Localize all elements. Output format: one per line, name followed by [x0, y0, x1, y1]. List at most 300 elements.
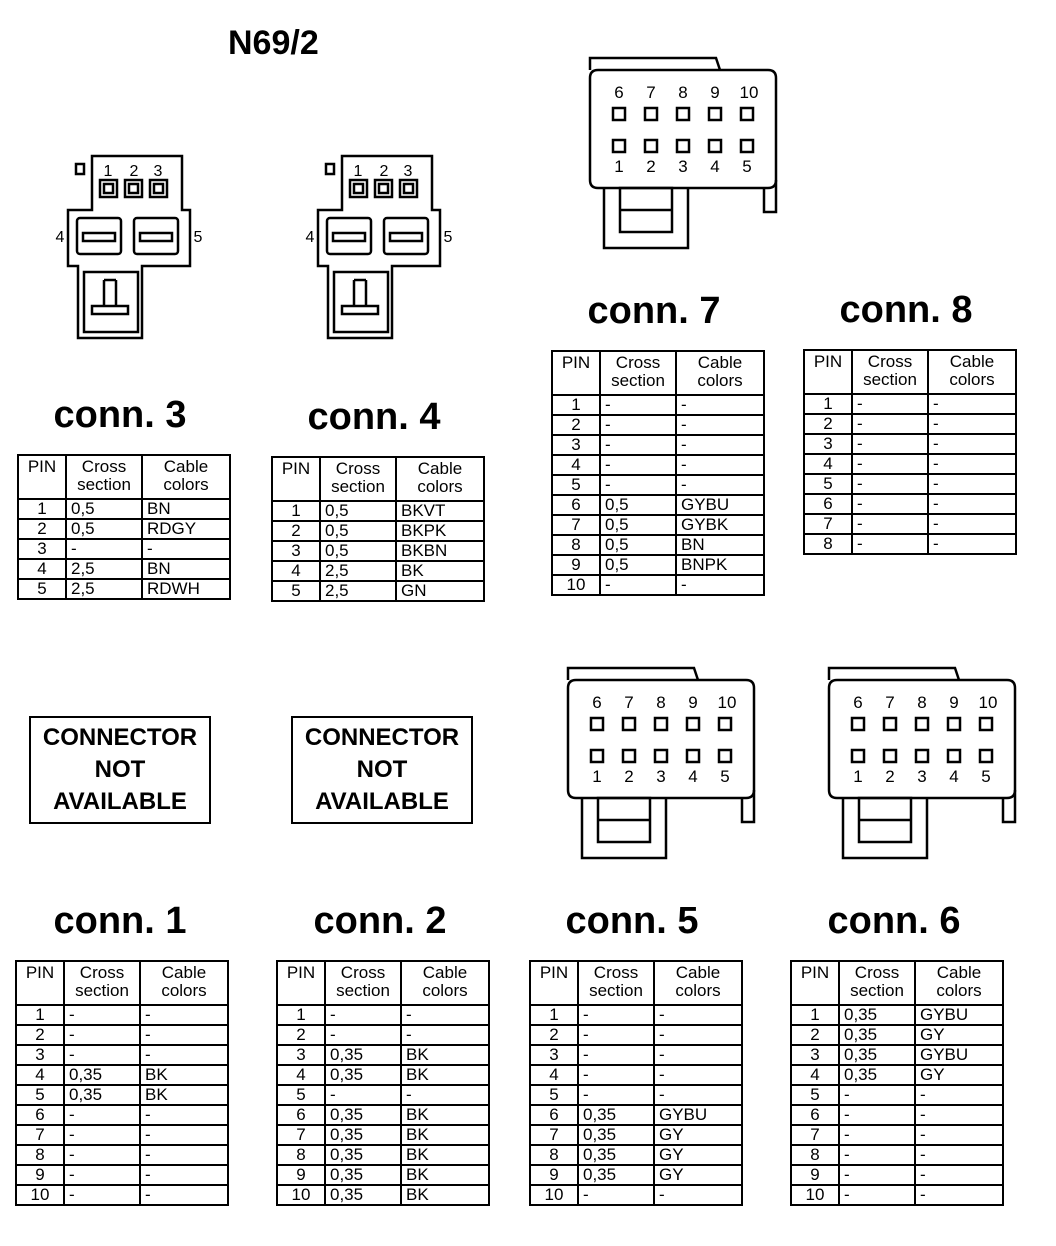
cable-color: -	[915, 1125, 1003, 1145]
cable-color: BK	[401, 1045, 489, 1065]
table-row	[272, 521, 484, 541]
table-row	[16, 1125, 228, 1145]
pin-label-3: 3	[656, 767, 666, 786]
table-row	[791, 1025, 1003, 1045]
cross-section: 0,35	[325, 1065, 401, 1085]
table-row	[530, 1185, 742, 1205]
conn3-table	[17, 454, 231, 600]
cross-section: -	[600, 435, 676, 455]
cable-colors-header: Cable colors	[401, 961, 489, 1005]
table-row	[18, 519, 230, 539]
cable-color: -	[928, 474, 1016, 494]
pin-header: PIN	[791, 961, 839, 1005]
cable-color: -	[140, 1005, 228, 1025]
cable-color: GN	[396, 581, 484, 601]
cross-section: -	[578, 1045, 654, 1065]
cable-color: -	[676, 415, 764, 435]
cable-color: -	[676, 575, 764, 595]
table-row	[804, 454, 1016, 474]
conn6-title: conn. 6	[827, 900, 961, 942]
cross-section: 0,5	[600, 495, 676, 515]
table-row	[791, 1005, 1003, 1025]
cross-section: -	[325, 1085, 401, 1105]
cross-section: 0,35	[64, 1085, 140, 1105]
pin-number: 1	[552, 395, 600, 415]
cross-section: -	[64, 1165, 140, 1185]
table-header-row	[804, 350, 1016, 394]
pin-label-4: 4	[710, 157, 720, 176]
pin-number: 1	[16, 1005, 64, 1025]
pin-label-5: 5	[981, 767, 991, 786]
table-row	[804, 494, 1016, 514]
cable-color: -	[915, 1105, 1003, 1125]
cable-color: GY	[915, 1025, 1003, 1045]
table-row	[16, 1045, 228, 1065]
table-row	[277, 1105, 489, 1125]
pin-number: 3	[272, 541, 320, 561]
table-row	[16, 1085, 228, 1105]
pin-number: 5	[18, 579, 66, 599]
pin-number: 2	[791, 1025, 839, 1045]
table-row	[16, 1005, 228, 1025]
cable-color: BK	[401, 1145, 489, 1165]
conn2-table	[276, 960, 490, 1206]
cross-section: -	[600, 415, 676, 435]
pin-number: 6	[804, 494, 852, 514]
pin-number: 4	[277, 1065, 325, 1085]
cable-color: BKPK	[396, 521, 484, 541]
cross-section: 0,35	[578, 1165, 654, 1185]
pin-label-10: 10	[717, 693, 737, 712]
table-row	[552, 435, 764, 455]
table-row	[16, 1025, 228, 1045]
pin-header: PIN	[552, 351, 600, 395]
cable-color: GY	[654, 1125, 742, 1145]
pin-number: 2	[16, 1025, 64, 1045]
connector-6-drawing	[821, 662, 1021, 864]
cross-section: -	[600, 475, 676, 495]
cross-section: -	[839, 1085, 915, 1105]
pin-label-4: 4	[949, 767, 959, 786]
table-row	[530, 1145, 742, 1165]
cable-color: -	[140, 1165, 228, 1185]
cable-color: -	[676, 475, 764, 495]
cross-section: -	[839, 1165, 915, 1185]
pin-number: 8	[277, 1145, 325, 1165]
cross-section: 0,35	[325, 1125, 401, 1145]
cross-section: 0,35	[325, 1185, 401, 1205]
pin-number: 3	[18, 539, 66, 559]
pin-number: 7	[16, 1125, 64, 1145]
cross-section: -	[852, 514, 928, 534]
cable-color: -	[928, 494, 1016, 514]
cross-section: 0,35	[578, 1125, 654, 1145]
cable-color: GY	[654, 1145, 742, 1165]
cross-section: 2,5	[66, 579, 142, 599]
cross-section: 0,35	[839, 1045, 915, 1065]
cross-section: -	[839, 1145, 915, 1165]
pin-label-9: 9	[688, 693, 698, 712]
cross-section: -	[64, 1105, 140, 1125]
pin-label-4: 4	[305, 229, 315, 246]
table-row	[552, 455, 764, 475]
cable-color: GY	[915, 1065, 1003, 1085]
table-row	[804, 534, 1016, 554]
cable-color: -	[654, 1025, 742, 1045]
pin-number: 5	[552, 475, 600, 495]
cable-color: GY	[654, 1165, 742, 1185]
table-row	[272, 541, 484, 561]
cross-section: 0,35	[325, 1145, 401, 1165]
na-line-3: AVAILABLE	[53, 788, 187, 815]
cross-section: -	[64, 1145, 140, 1165]
pin-number: 5	[277, 1085, 325, 1105]
pin-number: 3	[804, 434, 852, 454]
pin-label-8: 8	[678, 83, 688, 102]
pin-label-2: 2	[885, 767, 895, 786]
table-header-row	[791, 961, 1003, 1005]
cable-color: -	[654, 1005, 742, 1025]
cross-section: -	[325, 1005, 401, 1025]
table-row	[530, 1005, 742, 1025]
cable-colors-header: Cable colors	[928, 350, 1016, 394]
cable-color: -	[915, 1145, 1003, 1165]
cross-section: 2,5	[66, 559, 142, 579]
pin-header: PIN	[272, 457, 320, 501]
conn7-table	[551, 350, 765, 596]
cable-color: BK	[140, 1085, 228, 1105]
connector-5-drawing	[560, 662, 760, 864]
pin-label-3: 3	[403, 163, 413, 180]
table-row	[552, 475, 764, 495]
cable-color: RDGY	[142, 519, 230, 539]
table-row	[277, 1005, 489, 1025]
cross-section: 0,5	[320, 521, 396, 541]
conn4-title: conn. 4	[307, 396, 441, 438]
pin-number: 2	[552, 415, 600, 435]
table-row	[277, 1065, 489, 1085]
table-header-row	[16, 961, 228, 1005]
cross-section: -	[839, 1105, 915, 1125]
cross-section: -	[839, 1185, 915, 1205]
cross-section-header: Cross section	[852, 350, 928, 394]
pin-label-6: 6	[592, 693, 602, 712]
pin-label-5: 5	[443, 229, 453, 246]
cable-color: GYBU	[676, 495, 764, 515]
pin-number: 8	[530, 1145, 578, 1165]
cross-section: 0,35	[578, 1105, 654, 1125]
table-row	[272, 561, 484, 581]
pin-number: 8	[791, 1145, 839, 1165]
pin-number: 3	[16, 1045, 64, 1065]
table-row	[804, 514, 1016, 534]
table-row	[791, 1045, 1003, 1065]
cross-section: 0,35	[578, 1145, 654, 1165]
cross-section: -	[852, 474, 928, 494]
cross-section: 0,5	[600, 535, 676, 555]
cross-section: -	[64, 1125, 140, 1145]
pin-number: 6	[530, 1105, 578, 1125]
table-row	[552, 515, 764, 535]
pin-label-2: 2	[624, 767, 634, 786]
pin-label-7: 7	[885, 693, 895, 712]
table-row	[552, 575, 764, 595]
table-row	[804, 414, 1016, 434]
pin-number: 2	[272, 521, 320, 541]
conn5-table	[529, 960, 743, 1206]
cable-color: -	[915, 1085, 1003, 1105]
pin-number: 6	[16, 1105, 64, 1125]
pin-header: PIN	[277, 961, 325, 1005]
cable-color: BKVT	[396, 501, 484, 521]
cable-color: -	[676, 395, 764, 415]
cross-section: 0,35	[839, 1005, 915, 1025]
pin-label-2: 2	[646, 157, 656, 176]
cable-color: -	[654, 1045, 742, 1065]
table-row	[530, 1105, 742, 1125]
table-row	[791, 1085, 1003, 1105]
pin-label-10: 10	[978, 693, 998, 712]
cable-colors-header: Cable colors	[142, 455, 230, 499]
cable-colors-header: Cable colors	[654, 961, 742, 1005]
pin-number: 8	[804, 534, 852, 554]
cross-section-header: Cross section	[66, 455, 142, 499]
pin-number: 1	[791, 1005, 839, 1025]
conn8-title: conn. 8	[839, 289, 973, 331]
table-row	[791, 1185, 1003, 1205]
pin-number: 2	[277, 1025, 325, 1045]
pin-label-1: 1	[103, 163, 113, 180]
table-row	[277, 1045, 489, 1065]
pin-label-4: 4	[55, 229, 65, 246]
pin-number: 8	[16, 1145, 64, 1165]
pin-number: 2	[804, 414, 852, 434]
conn2-title: conn. 2	[313, 900, 447, 942]
pin-label-1: 1	[353, 163, 363, 180]
pin-label-9: 9	[710, 83, 720, 102]
pin-number: 10	[16, 1185, 64, 1205]
cable-color: BK	[401, 1065, 489, 1085]
pin-label-2: 2	[379, 163, 389, 180]
page-title: N69/2	[228, 24, 319, 62]
pin-label-2: 2	[129, 163, 139, 180]
table-row	[277, 1185, 489, 1205]
pin-number: 1	[18, 499, 66, 519]
table-row	[552, 495, 764, 515]
pin-number: 1	[272, 501, 320, 521]
na-line-2: NOT	[94, 756, 146, 783]
table-row	[16, 1165, 228, 1185]
cable-color: GYBU	[654, 1105, 742, 1125]
pin-number: 9	[16, 1165, 64, 1185]
table-row	[791, 1125, 1003, 1145]
pin-number: 2	[18, 519, 66, 539]
cable-color: BK	[396, 561, 484, 581]
cross-section: 0,5	[600, 515, 676, 535]
cross-section: -	[600, 455, 676, 475]
table-row	[277, 1085, 489, 1105]
cable-color: -	[401, 1005, 489, 1025]
pin-label-5: 5	[742, 157, 752, 176]
cross-section: -	[852, 534, 928, 554]
cable-color: BKBN	[396, 541, 484, 561]
table-row	[791, 1145, 1003, 1165]
pin-header: PIN	[16, 961, 64, 1005]
cable-color: -	[915, 1165, 1003, 1185]
pin-number: 4	[18, 559, 66, 579]
table-row	[16, 1065, 228, 1085]
pin-number: 9	[277, 1165, 325, 1185]
table-row	[18, 499, 230, 519]
cross-section: -	[64, 1045, 140, 1065]
table-row	[530, 1025, 742, 1045]
pin-number: 4	[804, 454, 852, 474]
cable-color: -	[676, 435, 764, 455]
table-row	[272, 581, 484, 601]
cable-color: -	[928, 534, 1016, 554]
table-row	[277, 1125, 489, 1145]
cross-section-header: Cross section	[325, 961, 401, 1005]
cross-section: -	[600, 575, 676, 595]
cross-section: -	[852, 394, 928, 414]
connector-not-available-1	[29, 716, 211, 824]
cable-color: -	[654, 1085, 742, 1105]
pin-label-3: 3	[153, 163, 163, 180]
na-line-2: NOT	[356, 756, 408, 783]
na-line-1: CONNECTOR	[304, 724, 460, 751]
conn1-table	[15, 960, 229, 1206]
connector-not-available-2	[291, 716, 473, 824]
pin-label-8: 8	[656, 693, 666, 712]
pin-number: 3	[530, 1045, 578, 1065]
cross-section: 0,35	[64, 1065, 140, 1085]
cable-color: BK	[401, 1105, 489, 1125]
cable-color: BNPK	[676, 555, 764, 575]
cross-section: 0,5	[320, 541, 396, 561]
cable-color: -	[140, 1025, 228, 1045]
na-line-3: AVAILABLE	[315, 788, 449, 815]
cross-section-header: Cross section	[64, 961, 140, 1005]
pin-number: 3	[791, 1045, 839, 1065]
table-row	[791, 1065, 1003, 1085]
cross-section: -	[852, 494, 928, 514]
table-header-row	[18, 455, 230, 499]
table-row	[530, 1165, 742, 1185]
cable-color: BK	[401, 1185, 489, 1205]
pin-number: 1	[277, 1005, 325, 1025]
cable-color: -	[140, 1105, 228, 1125]
pin-number: 6	[791, 1105, 839, 1125]
conn4-table	[271, 456, 485, 602]
pin-number: 3	[552, 435, 600, 455]
table-row	[552, 535, 764, 555]
pin-number: 5	[530, 1085, 578, 1105]
cross-section: 0,5	[66, 519, 142, 539]
cross-section: -	[578, 1005, 654, 1025]
cross-section: 2,5	[320, 561, 396, 581]
connector-4-drawing	[300, 148, 470, 348]
pin-number: 4	[530, 1065, 578, 1085]
table-row	[530, 1125, 742, 1145]
table-row	[18, 579, 230, 599]
cross-section: -	[852, 414, 928, 434]
conn5-title: conn. 5	[565, 900, 699, 942]
pin-label-6: 6	[614, 83, 624, 102]
cable-colors-header: Cable colors	[676, 351, 764, 395]
pin-label-9: 9	[949, 693, 959, 712]
cross-section-header: Cross section	[600, 351, 676, 395]
table-header-row	[552, 351, 764, 395]
cable-color: -	[401, 1085, 489, 1105]
cable-color: -	[928, 434, 1016, 454]
table-header-row	[530, 961, 742, 1005]
pin-number: 1	[530, 1005, 578, 1025]
cable-color: GYBU	[915, 1005, 1003, 1025]
cross-section: 0,35	[325, 1105, 401, 1125]
na-line-1: CONNECTOR	[42, 724, 198, 751]
pin-number: 7	[804, 514, 852, 534]
pin-number: 2	[530, 1025, 578, 1045]
table-row	[530, 1065, 742, 1085]
cable-color: -	[142, 539, 230, 559]
cross-section: 0,35	[325, 1045, 401, 1065]
pin-number: 1	[804, 394, 852, 414]
pin-label-6: 6	[853, 693, 863, 712]
pin-label-1: 1	[592, 767, 602, 786]
pin-label-1: 1	[853, 767, 863, 786]
cross-section: -	[839, 1125, 915, 1145]
table-header-row	[272, 457, 484, 501]
table-row	[552, 555, 764, 575]
cable-color: -	[928, 394, 1016, 414]
cable-color: BK	[401, 1125, 489, 1145]
pin-number: 4	[16, 1065, 64, 1085]
cable-color: -	[928, 454, 1016, 474]
cross-section: -	[578, 1085, 654, 1105]
table-row	[277, 1145, 489, 1165]
pin-number: 3	[277, 1045, 325, 1065]
table-row	[791, 1105, 1003, 1125]
pin-label-7: 7	[624, 693, 634, 712]
pin-number: 9	[552, 555, 600, 575]
cable-color: -	[676, 455, 764, 475]
cable-color: -	[915, 1185, 1003, 1205]
table-row	[277, 1025, 489, 1045]
table-row	[277, 1165, 489, 1185]
pin-number: 10	[552, 575, 600, 595]
cable-color: BN	[142, 559, 230, 579]
cross-section: 0,35	[325, 1165, 401, 1185]
pin-number: 6	[277, 1105, 325, 1125]
table-row	[18, 559, 230, 579]
table-row	[530, 1085, 742, 1105]
cable-color: -	[140, 1045, 228, 1065]
pin-number: 8	[552, 535, 600, 555]
connector-7-drawing	[582, 52, 782, 254]
pin-number: 5	[16, 1085, 64, 1105]
pin-number: 4	[791, 1065, 839, 1085]
table-row	[16, 1145, 228, 1165]
pin-number: 7	[552, 515, 600, 535]
cross-section: -	[325, 1025, 401, 1045]
cross-section: -	[578, 1065, 654, 1085]
cable-color: BN	[676, 535, 764, 555]
cross-section: -	[578, 1185, 654, 1205]
cable-color: RDWH	[142, 579, 230, 599]
cable-color: -	[928, 514, 1016, 534]
cable-color: BN	[142, 499, 230, 519]
pin-header: PIN	[530, 961, 578, 1005]
